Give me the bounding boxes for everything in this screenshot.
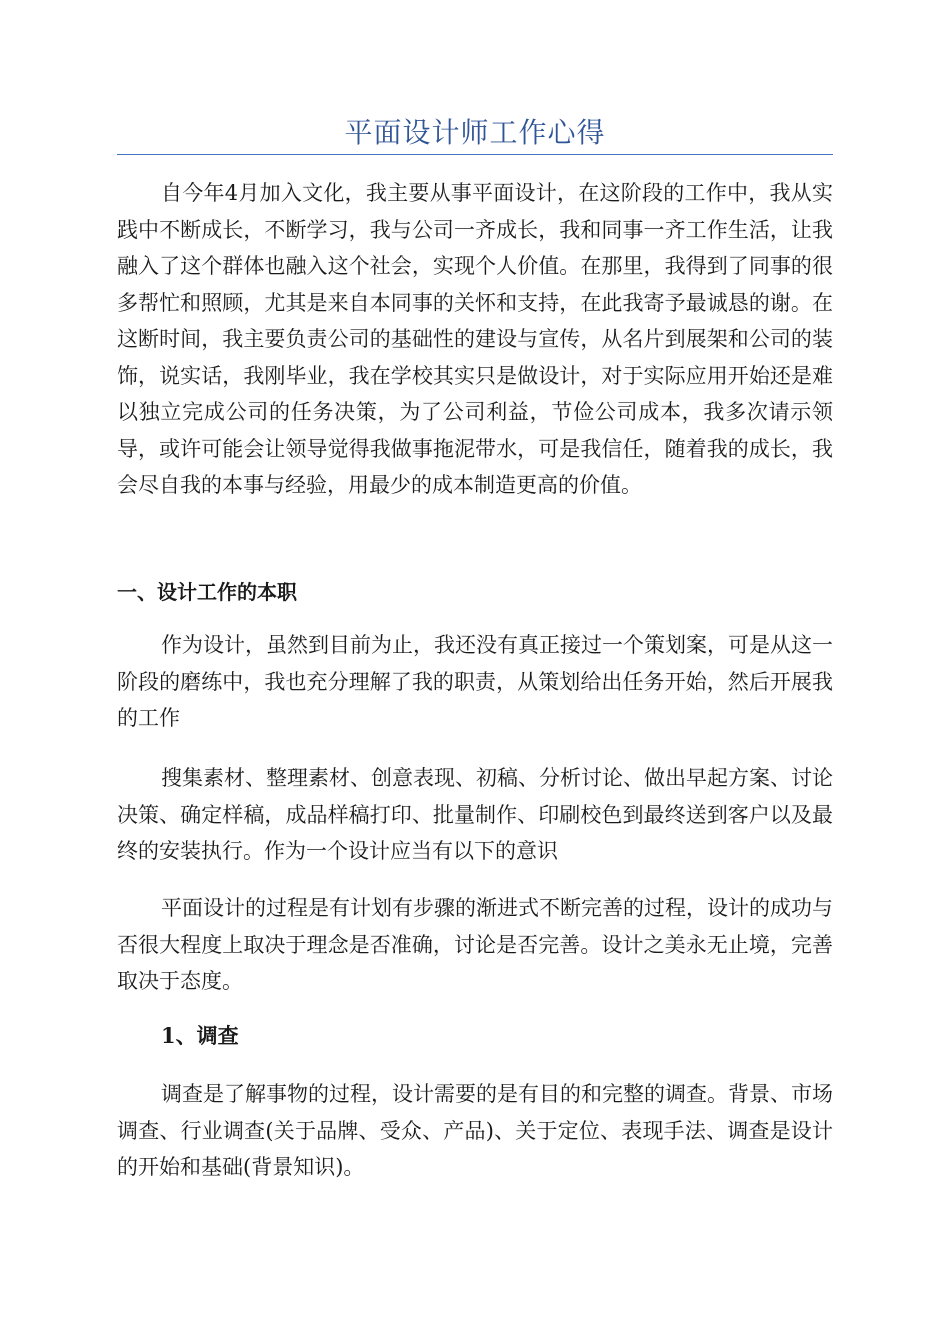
document-title: 平面设计师工作心得: [344, 116, 606, 149]
research-paragraph: 调查是了解事物的过程，设计需要的是有目的和完整的调查。背景、市场调查、行业调查(关于品牌、受众、产品)、关于定位、表现手法、调查是设计的开始和基础(背景知识)。: [117, 1082, 833, 1179]
section-heading-1: 一、设计工作的本职: [117, 580, 297, 604]
process-paragraph: 平面设计的过程是有计划有步骤的渐进式不断完善的过程，设计的成功与否很大程度上取决于理念是否准确，讨论是否完善。设计之美永无止境，完善取决于态度。: [117, 896, 833, 993]
duty-paragraph: 作为设计，虽然到目前为止，我还没有真正接过一个策划案，可是从这一阶段的磨练中，我也充分理解了我的职责，从策划给出任务开始，然后开展我的工作: [117, 633, 833, 730]
workflow-paragraph: 搜集素材、整理素材、创意表现、初稿、分析讨论、做出早起方案、讨论决策、确定样稿，成品样稿打印、批量制作、印刷校色到最终送到客户以及最终的安装执行。作为一个设计应当有以下的意识: [117, 766, 833, 863]
subheading-research: 1、调查: [161, 1023, 239, 1048]
title-divider: [117, 154, 833, 155]
intro-paragraph: 自今年4月加入文化，我主要从事平面设计，在这阶段的工作中，我从实践中不断成长，不断学习，我与公司一齐成长，我和同事一齐工作生活，让我融入了这个群体也融入这个社会，实现个人价值。在那里，我得到了同事的很多帮忙和照顾，尤其是来自本同事的关怀和支持，在此我寄予最诚恳的谢。在这断时间，我主要负责公司的基础性的建设与宣传，从名片到展架和公司的装饰，说实话，我刚毕业，我在学校其实只是做设计，对于实际应用开始还是难以独立完成公司的任务决策，为了公司利益，节俭公司成本，我多次请示领导，或许可能会让领导觉得我做事拖泥带水，可是我信任，随着我的成长，我会尽自我的本事与经验，用最少的成本制造更高的价值。: [117, 181, 833, 497]
